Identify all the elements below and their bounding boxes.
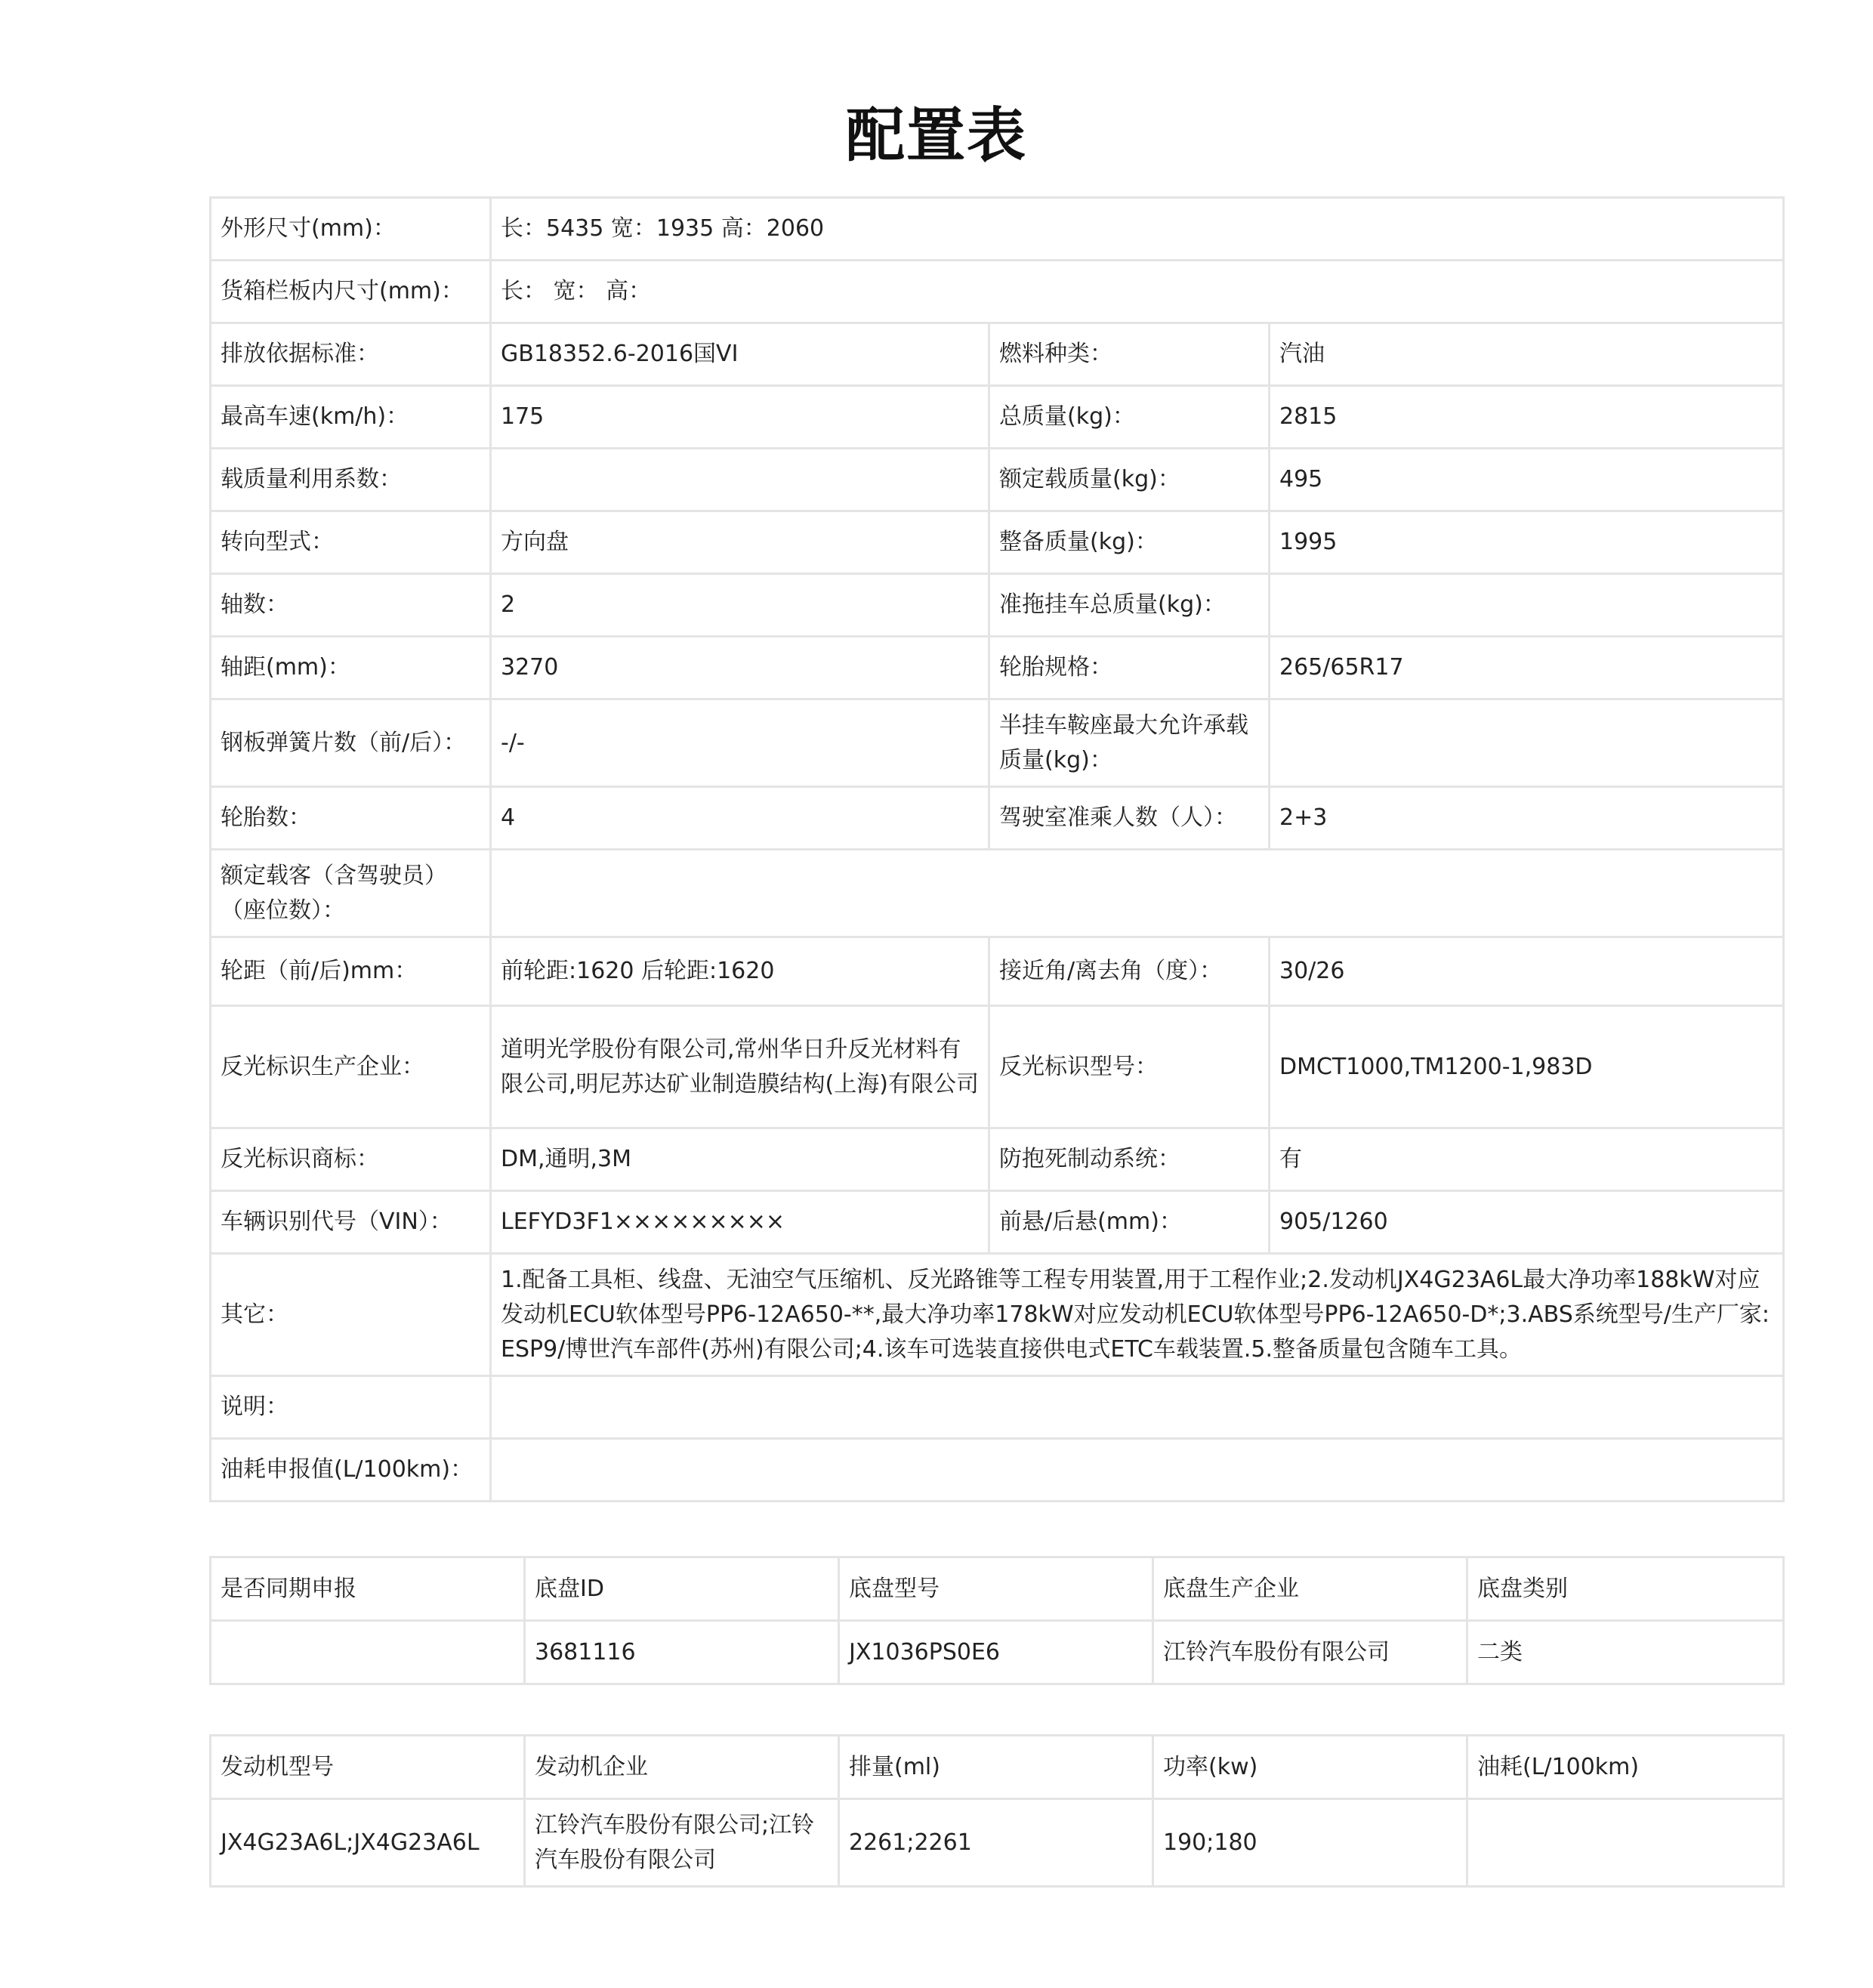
leaf-springs-label: 钢板弹簧片数（前/后）： [211,699,491,787]
column-header: 底盘ID [525,1557,839,1621]
page-title: 配置表 [845,102,1027,170]
abs-label: 防抱死制动系统： [989,1128,1270,1191]
table-row [211,386,1784,449]
table-cell: JX1036PS0E6 [839,1621,1153,1684]
reflector-model-label: 反光标识型号： [989,1006,1270,1128]
tire-spec-label: 轮胎规格： [989,637,1270,699]
abs-value: 有 [1270,1128,1784,1191]
column-header: 底盘类别 [1467,1557,1784,1621]
table-row [211,937,1784,1006]
cargo-label: 货箱栏板内尺寸(mm)： [211,261,491,323]
table-row [211,637,1784,699]
dims-label: 外形尺寸(mm)： [211,198,491,261]
rated-passengers-label: 额定载客（含驾驶员）（座位数）： [211,850,491,937]
table-cell [211,1621,525,1684]
curb-mass-value: 1995 [1270,511,1784,574]
column-header: 功率(kw) [1153,1736,1467,1799]
table-row [211,198,1784,261]
curb-mass-label: 整备质量(kg)： [989,511,1270,574]
table-row [211,1799,1784,1887]
reflector-maker-label: 反光标识生产企业： [211,1006,491,1128]
rated-load-value: 495 [1270,449,1784,511]
emission-label: 排放依据标准： [211,323,491,386]
total-mass-value: 2815 [1270,386,1784,449]
fuel-value: 汽油 [1270,323,1784,386]
table-cell: 江铃汽车股份有限公司;江铃汽车股份有限公司 [525,1799,839,1887]
column-header: 底盘型号 [839,1557,1153,1621]
leaf-springs-value: -/- [491,699,989,787]
rated-load-label: 额定载质量(kg)： [989,449,1270,511]
table-row [211,699,1784,787]
steering-label: 转向型式： [211,511,491,574]
cab-seats-label: 驾驶室准乘人数（人）： [989,787,1270,850]
table-row [211,1191,1784,1254]
table-cell [1467,1799,1784,1887]
tire-spec-value: 265/65R17 [1270,637,1784,699]
table-row [211,449,1784,511]
overhang-value: 905/1260 [1270,1191,1784,1254]
load-coef-label: 载质量利用系数： [211,449,491,511]
saddle-load-value [1270,699,1784,787]
fuel-consumption-label: 油耗申报值(L/100km)： [211,1439,491,1502]
table-cell: 3681116 [525,1621,839,1684]
steering-value: 方向盘 [491,511,989,574]
wheelbase-label: 轴距(mm)： [211,637,491,699]
table-row [211,511,1784,574]
column-header: 是否同期申报 [211,1557,525,1621]
table-row [211,1254,1784,1376]
cargo-value: 长： 宽： 高： [491,261,1784,323]
table-row [211,261,1784,323]
vin-label: 车辆识别代号（VIN）： [211,1191,491,1254]
angles-value: 30/26 [1270,937,1784,1006]
column-header: 底盘生产企业 [1153,1557,1467,1621]
axles-value: 2 [491,574,989,637]
table-cell: 江铃汽车股份有限公司 [1153,1621,1467,1684]
load-coef-value [491,449,989,511]
table-row [211,787,1784,850]
trailer-mass-label: 准拖挂车总质量(kg)： [989,574,1270,637]
table-row [211,1376,1784,1439]
column-header: 发动机企业 [525,1736,839,1799]
emission-value: GB18352.6-2016国VI [491,323,989,386]
trailer-mass-value [1270,574,1784,637]
column-header: 发动机型号 [211,1736,525,1799]
reflector-maker-value: 道明光学股份有限公司,常州华日升反光材料有限公司,明尼苏达矿业制造膜结构(上海)有限公司 [491,1006,989,1128]
angles-label: 接近角/离去角（度）： [989,937,1270,1006]
table-row [211,1439,1784,1502]
spec-table [209,196,1785,1502]
table-cell: 二类 [1467,1621,1784,1684]
reflector-model-value: DMCT1000,TM1200-1,983D [1270,1006,1784,1128]
axles-label: 轴数： [211,574,491,637]
track-label: 轮距（前/后)mm： [211,937,491,1006]
table-header-row [211,1736,1784,1799]
table-row [211,574,1784,637]
max-speed-label: 最高车速(km/h)： [211,386,491,449]
cab-seats-value: 2+3 [1270,787,1784,850]
note-label: 说明： [211,1376,491,1439]
note-value [491,1376,1784,1439]
total-mass-label: 总质量(kg)： [989,386,1270,449]
max-speed-value: 175 [491,386,989,449]
wheelbase-value: 3270 [491,637,989,699]
table-header-row [211,1557,1784,1621]
saddle-load-label: 半挂车鞍座最大允许承载质量(kg)： [989,699,1270,787]
rated-passengers-value [491,850,1784,937]
column-header: 油耗(L/100km) [1467,1736,1784,1799]
other-label: 其它： [211,1254,491,1376]
table-row [211,1128,1784,1191]
table-cell: JX4G23A6L;JX4G23A6L [211,1799,525,1887]
table-row [211,323,1784,386]
table-cell: 2261;2261 [839,1799,1153,1887]
other-value: 1.配备工具柜、线盘、无油空气压缩机、反光路锥等工程专用装置,用于工程作业;2.发动机JX4G23A6L最大净功率188kW对应发动机ECU软体型号PP6-12A650-**,最大净功率178kW对应发动机ECU软体型号PP6-12A650-D*;3.ABS系统型号/生产厂家:ESP9/博世汽车部件(苏州)有限公司;4.该车可选装直接供电式ETC车载装置.5.整备质量包含随车工具。 [491,1254,1784,1376]
track-value: 前轮距:1620 后轮距:1620 [491,937,989,1006]
reflector-brand-value: DM,通明,3M [491,1128,989,1191]
fuel-label: 燃料种类： [989,323,1270,386]
table-row [211,850,1784,937]
fuel-consumption-value [491,1439,1784,1502]
engine-table [209,1734,1785,1888]
overhang-label: 前悬/后悬(mm)： [989,1191,1270,1254]
tire-count-value: 4 [491,787,989,850]
tire-count-label: 轮胎数： [211,787,491,850]
column-header: 排量(ml) [839,1736,1153,1799]
dims-value: 长：5435 宽：1935 高：2060 [491,198,1784,261]
vin-value: LEFYD3F1××××××××× [491,1191,989,1254]
table-row [211,1621,1784,1684]
reflector-brand-label: 反光标识商标： [211,1128,491,1191]
table-row [211,1006,1784,1128]
table-cell: 190;180 [1153,1799,1467,1887]
chassis-table [209,1556,1785,1685]
